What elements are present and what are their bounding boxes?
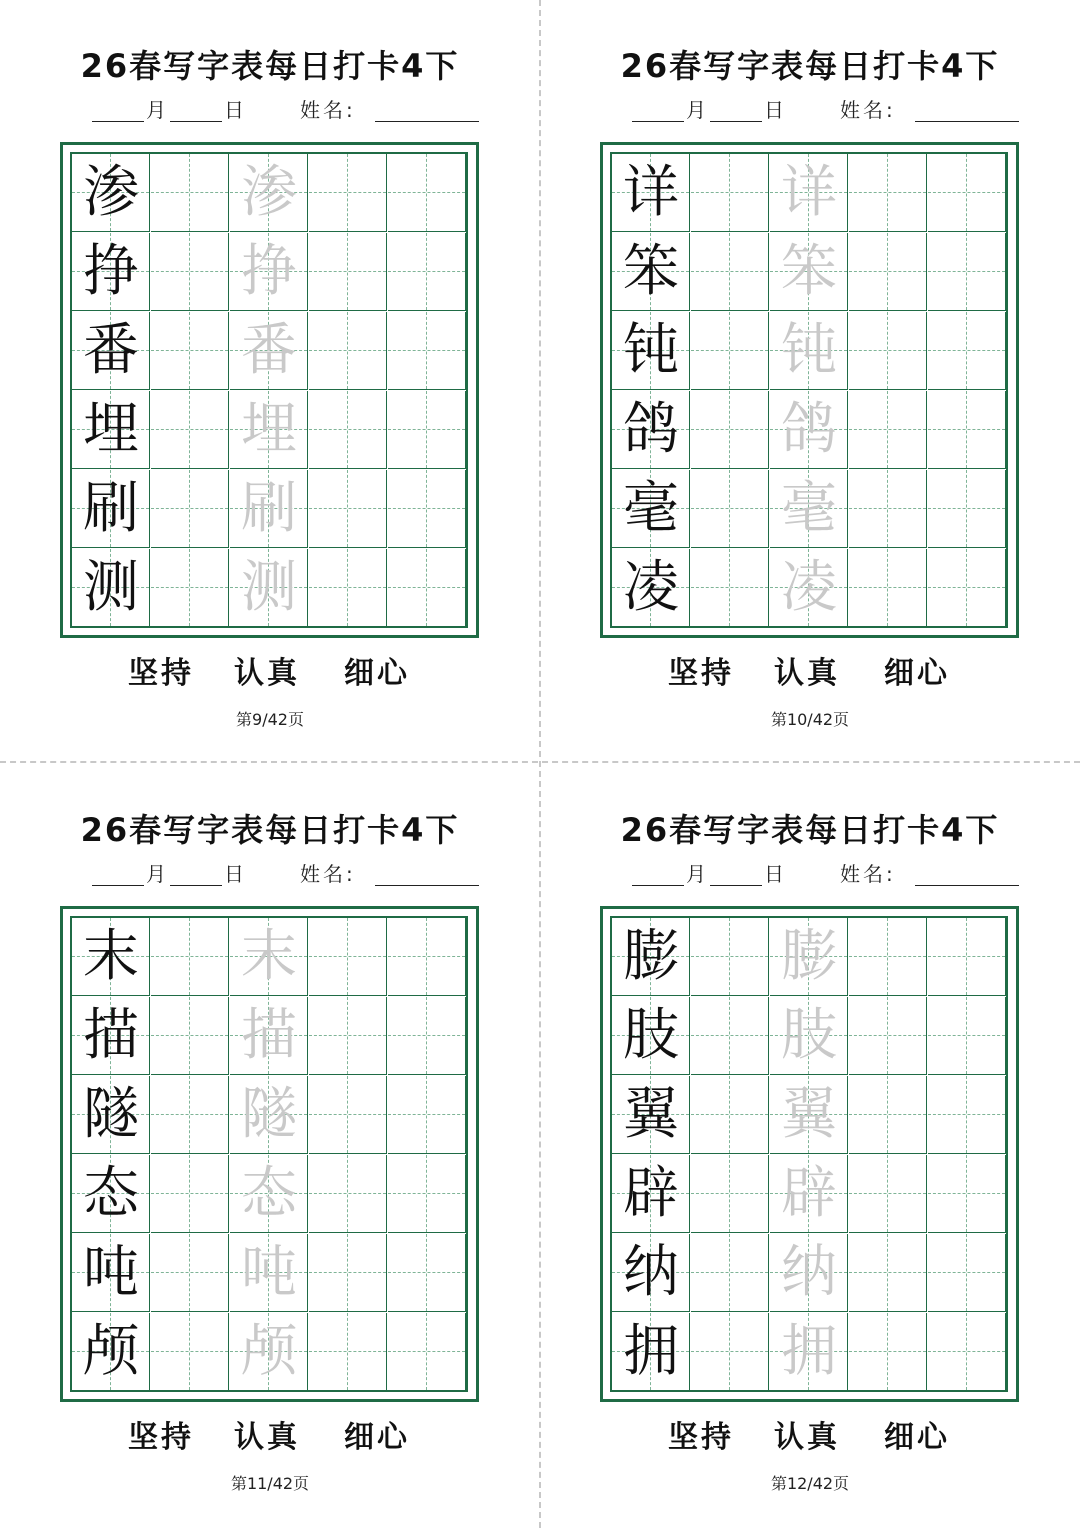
practice-cell[interactable] xyxy=(151,233,229,311)
practice-cell[interactable] xyxy=(309,918,387,996)
trace-character: 刷 xyxy=(241,476,297,541)
model-character: 测 xyxy=(83,555,139,620)
worksheet-title: 26春写字表每日打卡4下 xyxy=(80,47,460,85)
practice-cell[interactable] xyxy=(388,1313,466,1391)
practice-cell[interactable] xyxy=(309,1313,387,1391)
practice-cell[interactable] xyxy=(928,1234,1006,1312)
practice-cell[interactable] xyxy=(691,233,769,311)
practice-cell[interactable] xyxy=(388,233,466,311)
model-character: 隧 xyxy=(83,1082,139,1147)
motto-persist: 坚持 xyxy=(128,1420,194,1455)
tianzige-cell xyxy=(72,549,150,627)
tianzige-cell xyxy=(612,154,690,232)
tianzige-cell xyxy=(612,549,690,627)
trace-character: 翼 xyxy=(781,1082,837,1147)
practice-cell[interactable] xyxy=(309,1155,387,1233)
model-character: 毫 xyxy=(623,476,679,541)
motto-earnest: 认真 xyxy=(774,656,840,691)
model-character: 笨 xyxy=(623,239,679,304)
trace-character: 态 xyxy=(241,1161,297,1226)
date-name-line xyxy=(540,96,1080,126)
practice-cell[interactable] xyxy=(151,1234,229,1312)
tianzige-cell xyxy=(770,391,848,469)
day-blank[interactable] xyxy=(710,121,762,122)
practice-cell[interactable] xyxy=(309,470,387,548)
practice-cell[interactable] xyxy=(388,549,466,627)
tianzige-cell xyxy=(612,918,690,996)
practice-cell[interactable] xyxy=(849,1155,927,1233)
day-blank[interactable] xyxy=(710,885,762,886)
day-label: 日 xyxy=(764,98,784,122)
practice-cell[interactable] xyxy=(849,312,927,390)
tianzige-cell xyxy=(770,1313,848,1391)
tianzige-cell xyxy=(770,154,848,232)
writing-grid xyxy=(610,916,1008,1392)
tianzige-cell xyxy=(612,1234,690,1312)
tianzige-cell xyxy=(770,549,848,627)
worksheet-page xyxy=(0,0,540,764)
practice-cell[interactable] xyxy=(928,1076,1006,1154)
motto-earnest: 认真 xyxy=(234,656,300,691)
practice-cell[interactable] xyxy=(691,1076,769,1154)
worksheet-title: 26春写字表每日打卡4下 xyxy=(620,811,1000,849)
practice-cell[interactable] xyxy=(388,470,466,548)
worksheet-title: 26春写字表每日打卡4下 xyxy=(620,47,1000,85)
practice-cell[interactable] xyxy=(928,1313,1006,1391)
page-number: 第9/42页 xyxy=(236,710,304,729)
tianzige-cell xyxy=(72,918,150,996)
date-name-line xyxy=(0,96,540,126)
trace-character: 鸽 xyxy=(781,397,837,462)
model-character: 辟 xyxy=(623,1161,679,1226)
practice-cell[interactable] xyxy=(388,997,466,1075)
tianzige-cell xyxy=(230,1155,308,1233)
tianzige-cell xyxy=(72,997,150,1075)
tianzige-cell xyxy=(770,997,848,1075)
model-character: 吨 xyxy=(83,1240,139,1305)
worksheet-page xyxy=(540,0,1080,764)
practice-cell[interactable] xyxy=(309,549,387,627)
motto-persist: 坚持 xyxy=(668,1420,734,1455)
tianzige-cell xyxy=(770,1076,848,1154)
practice-cell[interactable] xyxy=(691,391,769,469)
practice-cell[interactable] xyxy=(151,918,229,996)
day-blank[interactable] xyxy=(170,121,222,122)
trace-character: 末 xyxy=(241,924,297,989)
name-blank[interactable] xyxy=(915,121,1019,122)
practice-cell[interactable] xyxy=(151,1155,229,1233)
tianzige-cell xyxy=(612,1076,690,1154)
model-character: 纳 xyxy=(623,1240,679,1305)
model-character: 膨 xyxy=(623,924,679,989)
practice-cell[interactable] xyxy=(849,997,927,1075)
practice-cell[interactable] xyxy=(151,1076,229,1154)
model-character: 颅 xyxy=(83,1319,139,1384)
month-blank[interactable] xyxy=(92,121,144,122)
practice-cell[interactable] xyxy=(388,1234,466,1312)
tianzige-cell xyxy=(230,918,308,996)
tianzige-cell xyxy=(230,549,308,627)
practice-cell[interactable] xyxy=(928,549,1006,627)
tianzige-cell xyxy=(230,154,308,232)
name-blank[interactable] xyxy=(915,885,1019,886)
motto-earnest: 认真 xyxy=(234,1420,300,1455)
month-blank[interactable] xyxy=(632,885,684,886)
practice-cell[interactable] xyxy=(151,312,229,390)
month-label: 月 xyxy=(146,98,166,122)
practice-cell[interactable] xyxy=(388,918,466,996)
tianzige-cell xyxy=(230,1076,308,1154)
motto-persist: 坚持 xyxy=(668,656,734,691)
practice-cell[interactable] xyxy=(388,1076,466,1154)
tianzige-cell xyxy=(72,154,150,232)
model-character: 埋 xyxy=(83,397,139,462)
writing-grid xyxy=(610,152,1008,628)
tianzige-cell xyxy=(770,470,848,548)
motto-persist: 坚持 xyxy=(128,656,194,691)
tianzige-cell xyxy=(612,312,690,390)
month-blank[interactable] xyxy=(632,121,684,122)
tianzige-cell xyxy=(72,233,150,311)
worksheet-page xyxy=(540,764,1080,1528)
practice-cell[interactable] xyxy=(151,470,229,548)
trace-character: 颅 xyxy=(241,1319,297,1384)
tianzige-cell xyxy=(770,312,848,390)
tianzige-cell xyxy=(72,1234,150,1312)
motto-earnest: 认真 xyxy=(774,1420,840,1455)
practice-cell[interactable] xyxy=(691,997,769,1075)
model-character: 刷 xyxy=(83,476,139,541)
practice-cell[interactable] xyxy=(388,391,466,469)
tianzige-cell xyxy=(72,1076,150,1154)
practice-cell[interactable] xyxy=(309,391,387,469)
practice-cell[interactable] xyxy=(151,1313,229,1391)
trace-character: 吨 xyxy=(241,1240,297,1305)
practice-cell[interactable] xyxy=(691,154,769,232)
tianzige-cell xyxy=(230,391,308,469)
tianzige-cell xyxy=(612,391,690,469)
practice-cell[interactable] xyxy=(849,233,927,311)
motto-careful: 细心 xyxy=(344,656,410,691)
practice-cell[interactable] xyxy=(849,391,927,469)
month-label: 月 xyxy=(146,862,166,886)
trace-character: 毫 xyxy=(781,476,837,541)
practice-cell[interactable] xyxy=(849,1076,927,1154)
writing-grid xyxy=(70,152,468,628)
name-label: 姓名: xyxy=(300,98,356,122)
model-character: 描 xyxy=(83,1003,139,1068)
motto-careful: 细心 xyxy=(344,1420,410,1455)
practice-cell[interactable] xyxy=(388,312,466,390)
tianzige-cell xyxy=(72,391,150,469)
tianzige-cell xyxy=(612,1313,690,1391)
trace-character: 凌 xyxy=(781,555,837,620)
practice-cell[interactable] xyxy=(849,549,927,627)
practice-cell[interactable] xyxy=(309,312,387,390)
practice-cell[interactable] xyxy=(849,918,927,996)
name-blank[interactable] xyxy=(375,121,479,122)
practice-cell[interactable] xyxy=(388,154,466,232)
model-character: 末 xyxy=(83,924,139,989)
name-label: 姓名: xyxy=(840,862,896,886)
model-character: 渗 xyxy=(83,160,139,225)
model-character: 挣 xyxy=(83,239,139,304)
date-name-line xyxy=(0,860,540,890)
practice-cell[interactable] xyxy=(309,233,387,311)
month-label: 月 xyxy=(686,862,706,886)
model-character: 鸽 xyxy=(623,397,679,462)
model-character: 翼 xyxy=(623,1082,679,1147)
page-number: 第10/42页 xyxy=(770,710,850,729)
trace-character: 笨 xyxy=(781,239,837,304)
tianzige-cell xyxy=(612,470,690,548)
trace-character: 隧 xyxy=(241,1082,297,1147)
practice-cell[interactable] xyxy=(849,470,927,548)
practice-cell[interactable] xyxy=(849,154,927,232)
practice-cell[interactable] xyxy=(691,470,769,548)
trace-character: 埋 xyxy=(241,397,297,462)
trace-character: 描 xyxy=(241,1003,297,1068)
day-label: 日 xyxy=(224,862,244,886)
month-blank[interactable] xyxy=(92,885,144,886)
name-blank[interactable] xyxy=(375,885,479,886)
day-label: 日 xyxy=(224,98,244,122)
page-number: 第12/42页 xyxy=(770,1474,850,1493)
practice-cell[interactable] xyxy=(309,1234,387,1312)
practice-cell[interactable] xyxy=(928,470,1006,548)
practice-cell[interactable] xyxy=(691,1313,769,1391)
trace-character: 详 xyxy=(781,160,837,225)
practice-cell[interactable] xyxy=(928,154,1006,232)
practice-cell[interactable] xyxy=(309,1076,387,1154)
tianzige-cell xyxy=(72,1313,150,1391)
trace-character: 钝 xyxy=(781,318,837,383)
day-label: 日 xyxy=(764,862,784,886)
practice-cell[interactable] xyxy=(691,1155,769,1233)
tianzige-cell xyxy=(72,470,150,548)
trace-character: 番 xyxy=(241,318,297,383)
trace-character: 纳 xyxy=(781,1240,837,1305)
practice-cell[interactable] xyxy=(849,1234,927,1312)
tianzige-cell xyxy=(770,918,848,996)
tianzige-cell xyxy=(230,470,308,548)
tianzige-cell xyxy=(612,233,690,311)
practice-cell[interactable] xyxy=(928,233,1006,311)
month-label: 月 xyxy=(686,98,706,122)
motto-careful: 细心 xyxy=(884,1420,950,1455)
tianzige-cell xyxy=(230,1313,308,1391)
practice-cell[interactable] xyxy=(151,997,229,1075)
trace-character: 挣 xyxy=(241,239,297,304)
practice-cell[interactable] xyxy=(388,1155,466,1233)
practice-cell[interactable] xyxy=(928,1155,1006,1233)
practice-cell[interactable] xyxy=(928,312,1006,390)
trace-character: 拥 xyxy=(781,1319,837,1384)
tianzige-cell xyxy=(770,233,848,311)
trace-character: 肢 xyxy=(781,1003,837,1068)
tianzige-cell xyxy=(72,1155,150,1233)
model-character: 钝 xyxy=(623,318,679,383)
worksheet-title: 26春写字表每日打卡4下 xyxy=(80,811,460,849)
writing-grid xyxy=(70,916,468,1392)
page-number: 第11/42页 xyxy=(230,1474,310,1493)
trace-character: 渗 xyxy=(241,160,297,225)
practice-cell[interactable] xyxy=(928,391,1006,469)
tianzige-cell xyxy=(230,312,308,390)
practice-cell[interactable] xyxy=(151,549,229,627)
model-character: 详 xyxy=(623,160,679,225)
trace-character: 膨 xyxy=(781,924,837,989)
tianzige-cell xyxy=(230,233,308,311)
tianzige-cell xyxy=(770,1234,848,1312)
model-character: 态 xyxy=(83,1161,139,1226)
model-character: 肢 xyxy=(623,1003,679,1068)
practice-cell[interactable] xyxy=(849,1313,927,1391)
tianzige-cell xyxy=(230,1234,308,1312)
practice-cell[interactable] xyxy=(691,549,769,627)
practice-cell[interactable] xyxy=(309,154,387,232)
tianzige-cell xyxy=(770,1155,848,1233)
date-name-line xyxy=(540,860,1080,890)
practice-cell[interactable] xyxy=(151,391,229,469)
motto-careful: 细心 xyxy=(884,656,950,691)
practice-cell[interactable] xyxy=(691,918,769,996)
tianzige-cell xyxy=(612,997,690,1075)
practice-cell[interactable] xyxy=(691,312,769,390)
practice-cell[interactable] xyxy=(309,997,387,1075)
model-character: 番 xyxy=(83,318,139,383)
day-blank[interactable] xyxy=(170,885,222,886)
practice-cell[interactable] xyxy=(928,918,1006,996)
tianzige-cell xyxy=(72,312,150,390)
practice-cell[interactable] xyxy=(928,997,1006,1075)
tianzige-cell xyxy=(612,1155,690,1233)
model-character: 凌 xyxy=(623,555,679,620)
name-label: 姓名: xyxy=(840,98,896,122)
worksheet-page xyxy=(0,764,540,1528)
practice-cell[interactable] xyxy=(151,154,229,232)
trace-character: 辟 xyxy=(781,1161,837,1226)
trace-character: 测 xyxy=(241,555,297,620)
practice-cell[interactable] xyxy=(691,1234,769,1312)
model-character: 拥 xyxy=(623,1319,679,1384)
name-label: 姓名: xyxy=(300,862,356,886)
tianzige-cell xyxy=(230,997,308,1075)
